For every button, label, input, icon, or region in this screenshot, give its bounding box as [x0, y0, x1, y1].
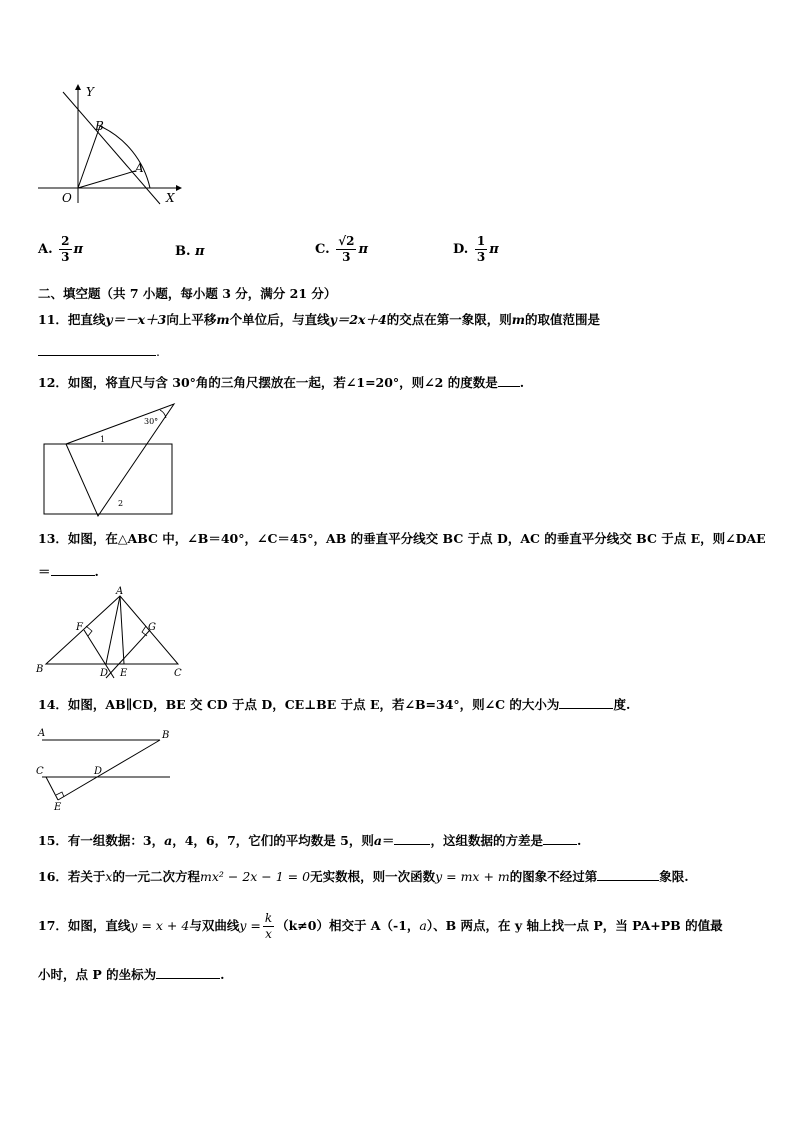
q13-answer-line [38, 563, 99, 581]
q16-equation: mx² − 2x − 1 = 0 [199, 869, 311, 884]
label-a: A [38, 728, 46, 739]
q17-blank[interactable] [156, 966, 220, 979]
q17-text-3: （k≠0）相交于 A（-1， [276, 918, 420, 933]
q17-fraction [263, 911, 274, 942]
q10-figure [30, 78, 190, 210]
segment-ce [46, 777, 58, 800]
q15-blank-1[interactable] [394, 832, 430, 845]
label-b: B [36, 664, 44, 675]
question-16 [38, 868, 689, 886]
q11-text-3: 个单位后，与直线 [229, 312, 330, 327]
label-c: C [174, 668, 182, 679]
q15-text-3: ＝ [381, 833, 395, 848]
segment-ob [78, 126, 100, 188]
q13-equals: ＝ [38, 564, 51, 579]
label-g: G [148, 622, 156, 633]
q12-end: . [519, 375, 525, 390]
x-label: X [166, 191, 175, 205]
q15-text-2: ，4，6，7，它们的平均数是 5，则 [172, 833, 374, 848]
label-b: B [162, 730, 170, 741]
q14-figure [34, 724, 184, 810]
q11-text-4: 的交点在第一象限，则 [386, 312, 512, 327]
q14-text: 14．如图，AB∥CD，BE 交 CD 于点 D，CE⊥BE 于点 E，若∠B=34°，则∠C 的大小为 [38, 697, 560, 712]
q16-text-4: 的图象不经过第 [509, 869, 598, 884]
q17-text-1: 17．如图，直线 [38, 918, 131, 933]
q17-answer-line [38, 966, 224, 984]
q11-equation-2: y＝2x＋4 [329, 312, 387, 327]
q16-text-1: 16．若关于 [38, 869, 106, 884]
q15-a-2: a [373, 833, 382, 848]
label-d: D [94, 766, 103, 777]
question-17 [38, 911, 723, 942]
q12-blank[interactable] [498, 374, 520, 387]
q17-a: a [419, 918, 427, 933]
q17-end: . [220, 967, 225, 982]
q17-line-equation: y = x + 4 [130, 918, 190, 933]
y-label: Y [86, 85, 94, 99]
q11-m-1: m [216, 312, 230, 327]
option-a-fraction [59, 234, 71, 265]
option-b-value: π [195, 244, 205, 259]
triangle-abc [46, 596, 178, 664]
origin-label: O [62, 191, 72, 205]
q11-text-5: 的取值范围是 [524, 312, 600, 327]
right-angle-e [56, 792, 64, 797]
option-a [38, 234, 83, 265]
perp-bisector-ab [84, 630, 114, 678]
label-a: A [116, 586, 124, 597]
option-a-pi: π [73, 242, 84, 257]
label-d: D [100, 668, 109, 679]
segment-ae [120, 596, 124, 664]
label-f: F [76, 622, 83, 633]
question-15 [38, 832, 581, 850]
ruler [44, 444, 172, 514]
q16-text-2: 的一元二次方程 [112, 869, 200, 884]
q16-function: y = mx + m [435, 869, 510, 884]
q12-text: 12．如图，将直尺与含 30°角的三角尺摆放在一起，若∠1=20°，则∠2 的度数是 [38, 375, 498, 390]
q11-blank[interactable] [38, 343, 156, 356]
option-d-pi: π [489, 242, 499, 257]
option-c-letter: C. [315, 242, 330, 257]
q16-end: 象限. [659, 869, 689, 884]
q17-line2-text: 小时，点 P 的坐标为 [38, 967, 157, 982]
option-c-den: 3 [342, 250, 351, 264]
q11-text-1: 11．把直线 [38, 312, 106, 327]
q11-equation-1: y＝－x＋3 [105, 312, 167, 327]
q15-text-1: 15．有一组数据：3， [38, 833, 165, 848]
option-d [453, 234, 499, 265]
q15-a-1: a [164, 833, 173, 848]
segment-oa [78, 171, 135, 188]
option-a-num: 2 [61, 234, 70, 248]
q17-y: y = [239, 918, 261, 933]
segment-ad [106, 596, 120, 664]
angle-30-label: 30° [144, 417, 159, 426]
q16-text-3: 无实数根，则一次函数 [310, 869, 436, 884]
y-axis-arrow [75, 84, 81, 90]
option-a-letter: A. [38, 242, 53, 257]
q17-text-2: 与双曲线 [189, 918, 240, 933]
q14-end: 度. [613, 697, 631, 712]
q13-figure [34, 586, 190, 682]
option-d-den: 3 [476, 250, 486, 264]
option-d-letter: D. [453, 242, 469, 257]
option-d-fraction [475, 234, 487, 265]
option-b [175, 244, 205, 259]
option-d-num: 1 [476, 234, 486, 248]
option-c-num: √2 [338, 234, 355, 248]
question-13: 13．如图，在△ABC 中，∠B＝40°，∠C＝45°，AB 的垂直平分线交 BC 于点 D，AC 的垂直平分线交 BC 于点 E，则∠DAE [38, 531, 766, 546]
q15-blank-2[interactable] [543, 832, 577, 845]
label-e: E [54, 802, 62, 810]
q15-text-4: ，这组数据的方差是 [430, 833, 543, 848]
segment-be [58, 740, 160, 800]
q13-blank[interactable] [51, 563, 95, 576]
q13-end: . [94, 564, 99, 579]
perp-bisector-ac [106, 630, 150, 678]
option-a-den: 3 [61, 250, 70, 264]
section-2-heading: 二、填空题（共 7 小题，每小题 3 分，满分 21 分） [38, 286, 337, 301]
q17-k: k [264, 911, 273, 925]
q15-end: . [577, 833, 582, 848]
label-e: E [120, 668, 128, 679]
q14-blank[interactable] [559, 696, 613, 709]
q11-answer-line [38, 343, 160, 361]
question-14 [38, 696, 630, 714]
q11-m-2: m [511, 312, 525, 327]
point-b-label: B [95, 119, 104, 133]
q16-x: x [105, 869, 113, 884]
option-b-letter: B. [175, 244, 191, 259]
q11-end: . [156, 344, 160, 359]
label-c: C [36, 766, 44, 777]
x-axis-arrow [176, 185, 182, 191]
q17-x: x [265, 927, 272, 941]
q11-text-2: 向上平移 [166, 312, 217, 327]
q16-blank[interactable] [597, 868, 659, 881]
question-12 [38, 374, 524, 392]
option-c-fraction [336, 234, 356, 265]
point-a-label: A [135, 161, 144, 175]
q17-text-4: ）、B 两点，在 y 轴上找一点 P，当 PA+PB 的值最 [426, 918, 723, 933]
q12-figure [40, 400, 180, 522]
option-c-pi: π [358, 242, 368, 257]
angle-2-label: 2 [118, 499, 124, 508]
angle-1-label: 1 [100, 435, 106, 444]
option-c [315, 234, 368, 265]
question-11 [38, 311, 600, 329]
